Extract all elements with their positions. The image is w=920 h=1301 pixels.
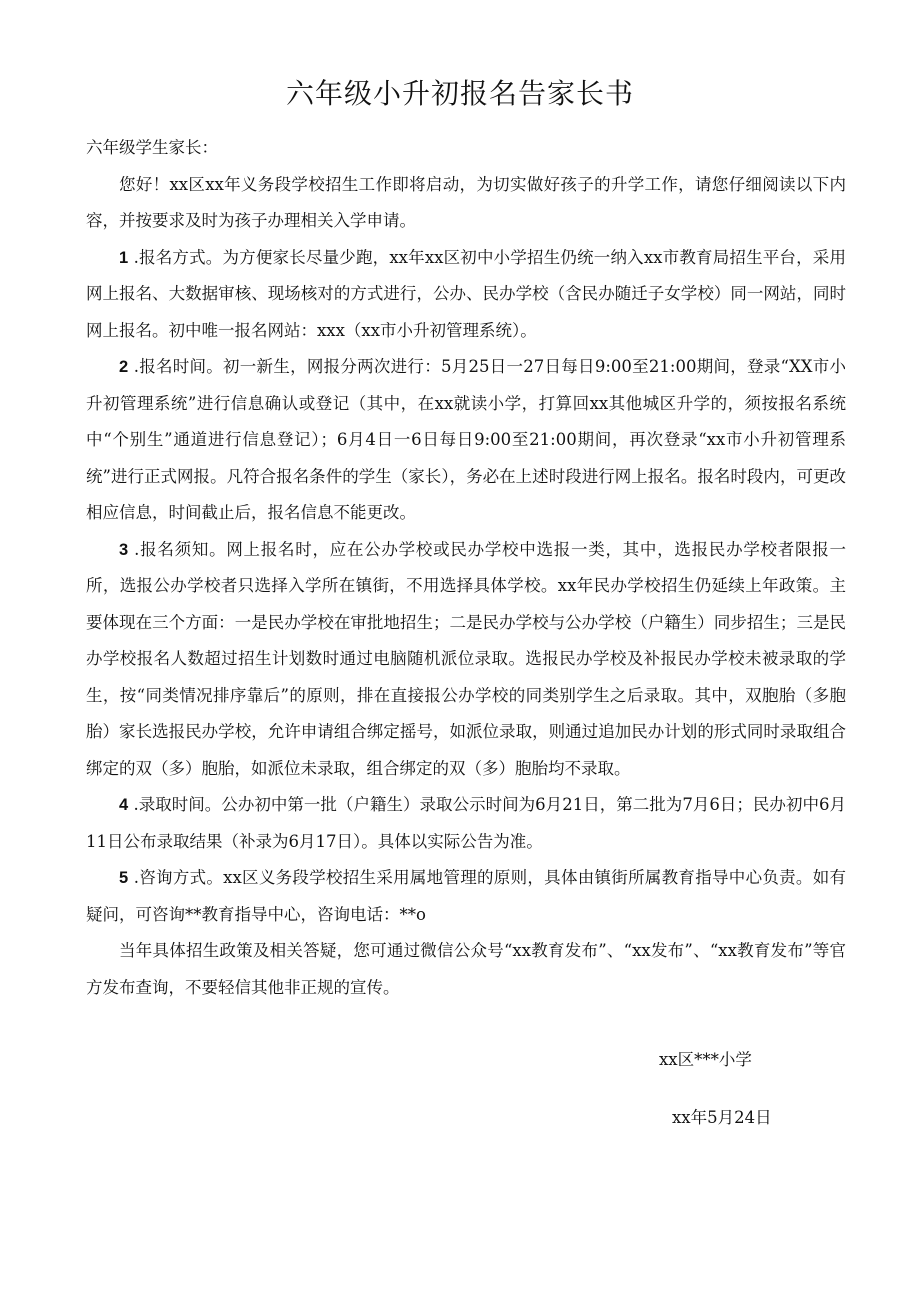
section-text: .录取时间。公办初中第一批（户籍生）录取公示时间为6月21日，第二批为7月6日；民办初中6月11日公布录取结果（补录为6月17日）。具体以实际公告为准。: [86, 795, 846, 851]
section-admission-time: [86, 787, 846, 860]
letter-body: [86, 130, 846, 1006]
signature: xx区***小学: [659, 1050, 752, 1069]
section-number: 2: [119, 358, 129, 376]
section-text: .咨询方式。xx区义务段学校招生采用属地管理的原则，具体由镇街所属教育指导中心负责。如有疑问，可咨询**教育指导中心，咨询电话：**o: [86, 868, 846, 924]
salutation: 六年级学生家长：: [86, 138, 218, 157]
section-registration-notice: [86, 532, 846, 788]
section-number: 5: [119, 869, 129, 887]
section-registration-time: [86, 349, 846, 532]
section-number: 3: [119, 540, 129, 559]
section-text: .报名时间。初一新生，网报分两次进行：5月25日一27日每日9:00至21:00期间，登录“XX市小升初管理系统”进行信息确认或登记（其中，在xx就读小学，打算回xx其他城区升学的，须按报名系统中“个别生”通道进行信息登记）；6月4日一6日每日9:00至21:00期间，再次登录“xx市小升初管理系统”进行正式网报。凡符合报名条件的学生（家长），务必在上述时段进行网上报名。报名时段内，可更改相应信息，时间截止后，报名信息不能更改。: [86, 357, 846, 522]
closing-paragraph: 当年具体招生政策及相关答疑，您可通过微信公众号“xx教育发布”、“xx发布”、“xx教育发布”等官方发布查询，不要轻信其他非正规的宣传。: [86, 941, 846, 997]
page-title: 六年级小升初报名告家长书: [285, 77, 634, 110]
section-text: .报名方式。为方便家长尽量少跑，xx年xx区初中小学招生仍统一纳入xx市教育局招生平台，采用网上报名、大数据审核、现场核对的方式进行，公办、民办学校（含民办随迁子女学校）同一网站，同时网上报名。初中唯一报名网站：xxx（xx市小升初管理系统）。: [86, 247, 846, 340]
section-text: .报名须知。网上报名时，应在公办学校或民办学校中选报一类，其中，选报民办学校者限报一所，选报公办学校者只选择入学所在镇街，不用选择具体学校。xx年民办学校招生仍延续上年政策。主要体现在三个方面：一是民办学校在审批地招生；二是民办学校与公办学校（户籍生）同步招生；三是民办学校报名人数超过招生计划数时通过电脑随机派位录取。选报民办学校及补报民办学校未被录取的学生，按“同类情况排序靠后”的原则，排在直接报公办学校的同类别学生之后录取。其中，双胞胎（多胞胎）家长选报民办学校，允许申请组合绑定摇号，如派位录取，则通过追加民办计划的形式同时录取组合绑定的双（多）胞胎，如派位未录取，组合绑定的双（多）胞胎均不录取。: [86, 539, 846, 778]
section-number: 4: [119, 796, 129, 814]
section-consultation: [86, 860, 846, 933]
section-registration-method: [86, 240, 846, 350]
date: xx年5月24日: [672, 1108, 772, 1127]
intro-paragraph: 您好！xx区xx年义务段学校招生工作即将启动，为切实做好孩子的升学工作，请您仔细阅读以下内容，并按要求及时为孩子办理相关入学申请。: [86, 174, 846, 230]
section-number: 1: [119, 248, 129, 267]
